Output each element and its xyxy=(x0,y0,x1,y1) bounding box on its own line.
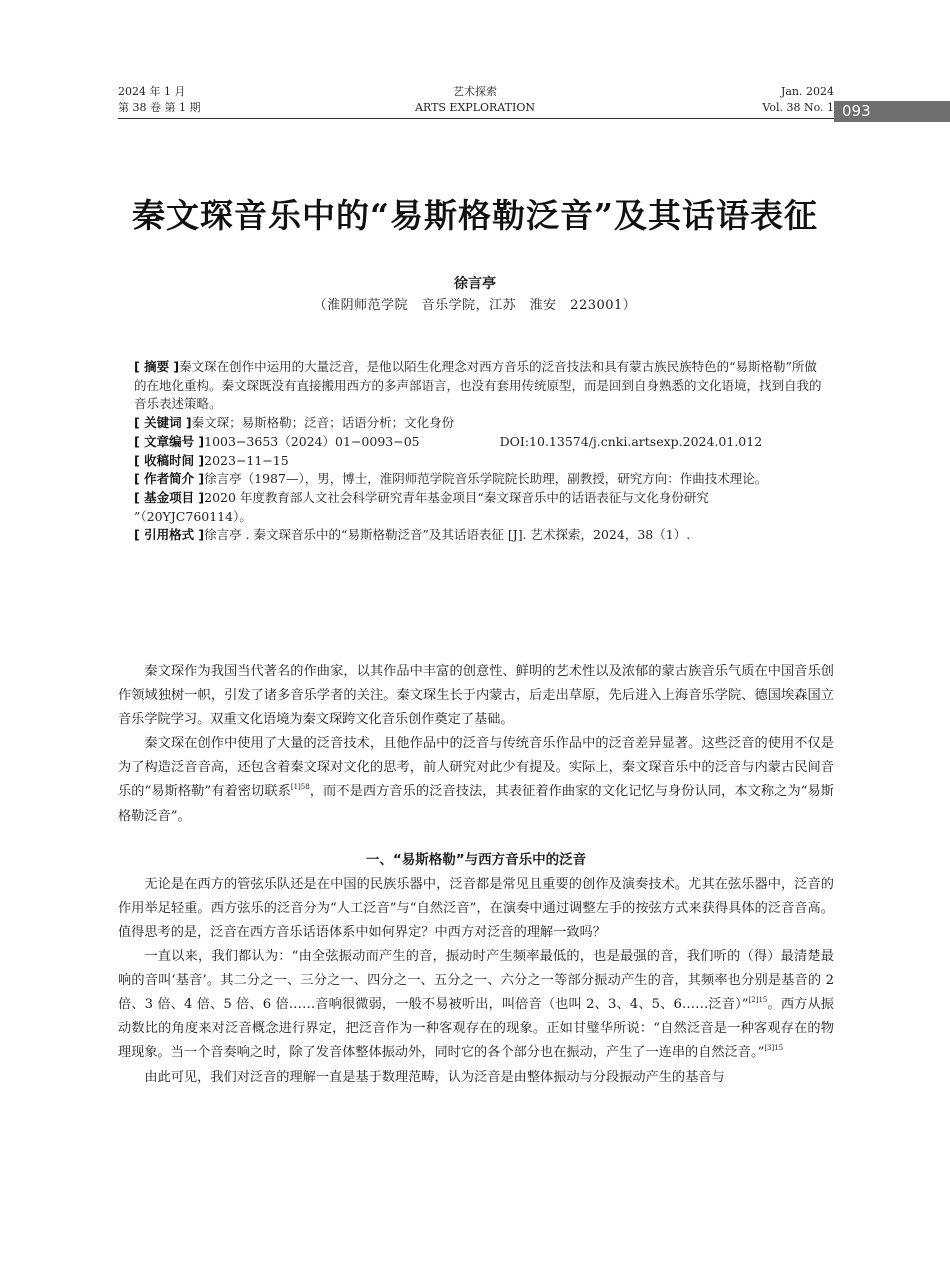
fund-text: 2020 年度教育部人文社会科学研究青年基金项目“秦文琛音乐中的话语表征与文化身份研究 ”（20YJC760114）。 xyxy=(134,489,709,524)
citation-ref: [3]15 xyxy=(764,1044,784,1053)
paragraph-3: 无论是在西方的管弦乐队还是在中国的民族乐器中，泛音都是常见且重要的创作及演奏技术。尤其在弦乐器中，泛音的作用举足轻重。西方弦乐的泛音分为“人工泛音”与“自然泛音”，在演奏中通过调整左手的按弦方式来获得具体的泛音音高。值得思考的是，泛音在西方音乐话语体系中如何界定？中西方对泛音的理解一致吗？ xyxy=(118,876,834,940)
journal-name-cn: 艺术探索 xyxy=(453,85,497,98)
keywords xyxy=(134,414,824,433)
section-heading: 一、“易斯格勒”与西方音乐中的泛音 xyxy=(365,851,587,868)
received-text: 2023−11−15 xyxy=(204,452,289,468)
article-number-text: 1003−3653（2024）01−0093−05 xyxy=(204,433,420,449)
paragraph-2 xyxy=(118,732,834,828)
abstract-label: [ 摘要 ] xyxy=(134,359,180,374)
abstract xyxy=(134,358,824,414)
volume-issue: 第 38 卷 第 1 期 xyxy=(118,101,201,114)
issue-date-en: Jan. 2024 xyxy=(780,85,834,98)
paragraph-4-text-b: 。西方从振动数比的角度来对泛音概念进行界定，把泛音作为一种客观存在的现象。正如甘璧华所说：“自然泛音是一种客观存在的物理现象。当一个音奏响之时，除了发音体整体振动外，同时它的各个部分也在振动，产生了一连串的自然泛音。” xyxy=(118,997,834,1061)
citation-label: [ 引用格式 ] xyxy=(134,527,205,543)
header-rule xyxy=(118,118,834,119)
page-number: 093 xyxy=(834,101,950,122)
fund-label: [ 基金项目 ] xyxy=(134,489,205,505)
paragraph-5: 由此可见，我们对泛音的理解一直是基于数理范畴，认为泛音是由整体振动与分段振动产生的基音与 xyxy=(144,1069,725,1085)
citation xyxy=(134,526,824,545)
paragraph-1: 秦文琛作为我国当代著名的作曲家，以其作品中丰富的创意性、鲜明的艺术性以及浓郁的蒙古族音乐气质在中国音乐创作领域独树一帜，引发了诸多音乐学者的关注。秦文琛生长于内蒙古，后走出草原，先后进入上海音乐学院、德国埃森国立音乐学院学习。双重文化语境为秦文琛跨文化音乐创作奠定了基础。 xyxy=(118,664,834,728)
author-bio-label: [ 作者简介 ] xyxy=(134,471,205,487)
author-name: 徐言亭 xyxy=(454,276,496,292)
received-date xyxy=(134,452,824,471)
article-number xyxy=(134,433,824,452)
keywords-text: 秦文琛；易斯格勒；泛音；话语分析；文化身份 xyxy=(191,415,455,431)
journal-name-en: ARTS EXPLORATION xyxy=(415,101,535,114)
keywords-label: [ 关键词 ] xyxy=(134,415,192,431)
paragraph-2-text-a: 秦文琛在创作中使用了大量的泛音技术，且他作品中的泛音与传统音乐作品中的泛音差异显著。这些泛音的使用不仅是为了构造泛音音高，还包含着秦文琛对文化的思考，前人研究对此少有提及。实际上，秦文琛音乐中的泛音与内蒙古民间音乐的“易斯格勒”有着密切联系 xyxy=(118,736,834,800)
article-title: 秦文琛音乐中的“易斯格勒泛音”及其话语表征 xyxy=(132,196,818,235)
journal-date-volume-en xyxy=(762,84,834,116)
abstract-text: 秦文琛在创作中运用的大量泛音，是他以陌生化理念对西方音乐的泛音技法和具有蒙古族民族特色的“易斯格勒”所做的在地化重构。秦文琛既没有直接搬用西方的多声部语言，也没有套用传统原型，而是回到自身熟悉的文化语境，找到自我的音乐表述策略。 xyxy=(134,359,822,412)
article-number-label: [ 文章编号 ] xyxy=(134,433,205,449)
author-bio-text: 徐言亭（1987—），男，博士，淮阴师范学院音乐学院院长助理，副教授，研究方向：作曲技术理论。 xyxy=(204,471,768,487)
citation-text: 徐言亭 . 秦文琛音乐中的“易斯格勒泛音”及其话语表征 [J]. 艺术探索，2024，38（1）. xyxy=(204,527,691,543)
doi: DOI:10.13574/j.cnki.artsexp.2024.01.012 xyxy=(499,433,763,449)
article-metadata xyxy=(134,358,824,545)
author-bio xyxy=(134,470,824,489)
citation-ref: [1]58 xyxy=(290,783,310,792)
issue-date: 2024 年 1 月 xyxy=(118,85,186,98)
citation-ref: [2]15 xyxy=(748,996,768,1005)
paragraph-2-text-b: ，而不是西方音乐的泛音技法，其表征着作曲家的文化记忆与身份认同，本文称之为“易斯格勒泛音”。 xyxy=(118,784,834,824)
received-label: [ 收稿时间 ] xyxy=(134,452,205,468)
paragraph-4-text-a: 一直以来，我们都认为：“由全弦振动而产生的音，振动时产生频率最低的，也是最强的音，我们听的（得）最清楚最响的音叫‘基音’。其二分之一、三分之一、四分之一、五分之一、六分之一等部分振动产生的音，其频率也分别是基音的 2 倍、3 倍、4 倍、5 倍、6 倍……音响很微弱，一般不易被听出，叫倍音（也叫 2、3、4、5、6……泛音）” xyxy=(118,949,834,1013)
author-affiliation: （淮阴师范学院 音乐学院，江苏 淮安 223001） xyxy=(313,298,637,313)
paragraph-4 xyxy=(118,945,834,1065)
fund-project xyxy=(134,489,824,526)
article-body xyxy=(118,660,834,1090)
volume-issue-en: Vol. 38 No. 1 xyxy=(762,101,834,114)
